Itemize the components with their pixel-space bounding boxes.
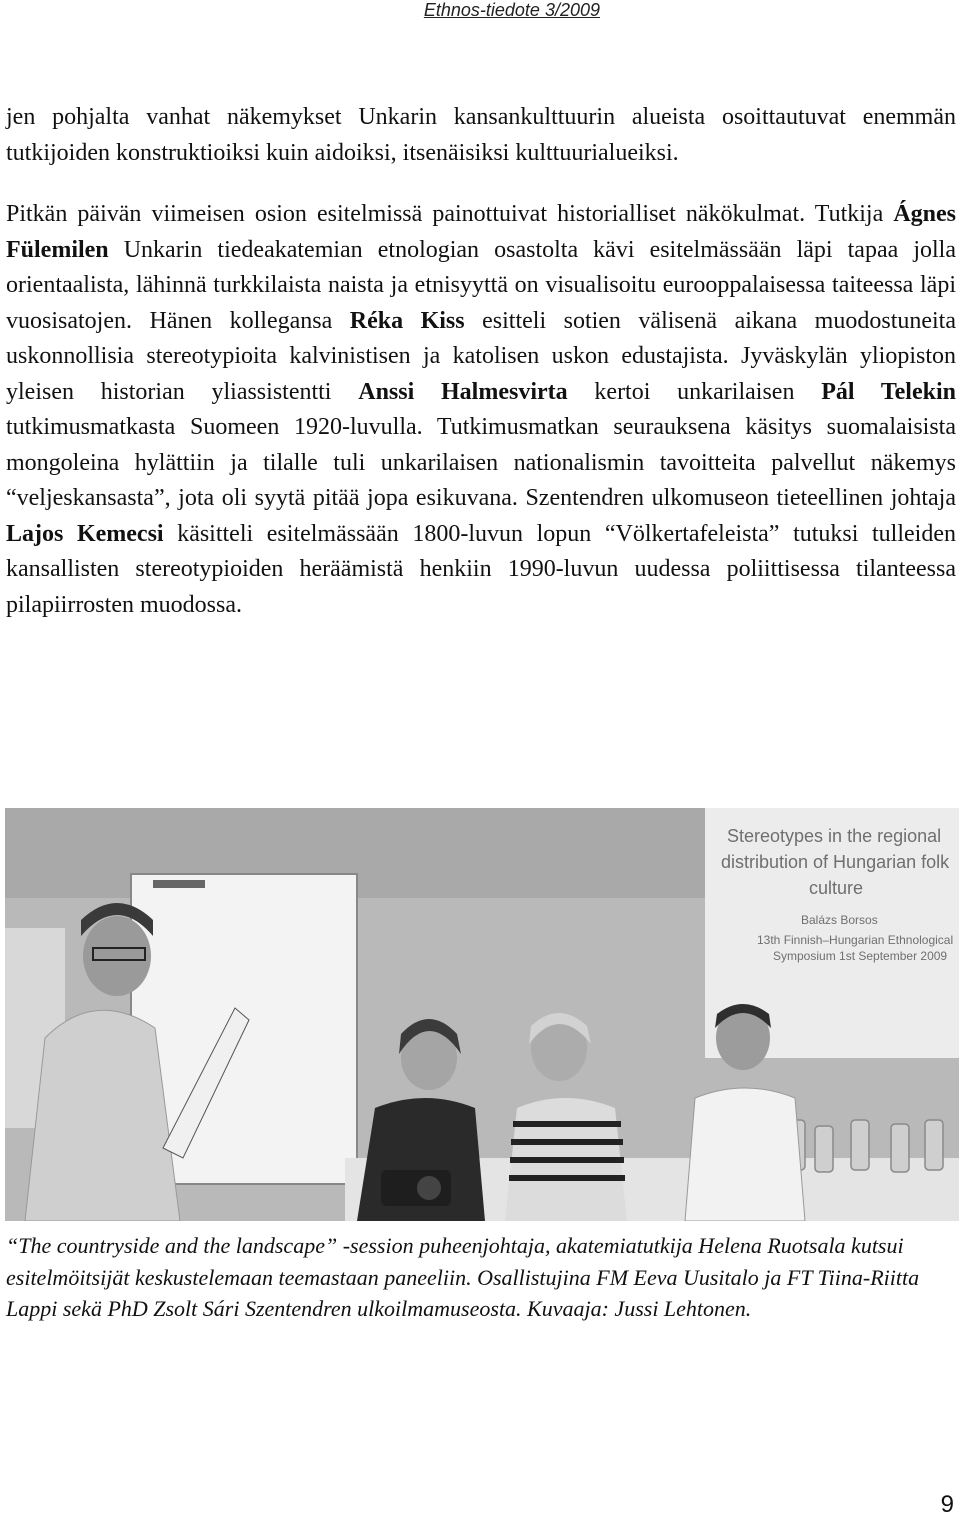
slide-title-line: distribution of Hungarian folk [721, 852, 950, 872]
text-span: käsitteli esitelmässään 1800-luvun lopun “Völkertafeleista” tutuksi tulleiden kansallisten stereotypioiden heräämistä henkiin 1990-luvun uudessa poliittisessa tilanteessa pilapiirrosten muodossa. [6, 520, 956, 618]
photo-illustration [5, 808, 959, 1221]
text-span: tutkimusmatkasta Suomeen 1920-luvulla. Tutkimusmatkan seurauksena käsitys suomalaisista mongoleina hylättiin ja tilalle tuli unkarilaisen nationalismin tavoitteita palvellut näkemys “veljeskansasta”, jota oli syytä pitää jopa esikuvana. Szentendren ulkomuseon tieteellinen johtaja [6, 414, 956, 511]
page-number: 9 [940, 1491, 954, 1518]
paragraph-intro: jen pohjalta vanhat näkemykset Unkarin kansankulttuurin alueista osoittautuvat enemmän tutkijoiden konstruktioiksi kuin aidoiksi, itsenäisiksi kulttuurialueiksi. [6, 104, 956, 166]
paragraph-history-session [6, 197, 956, 623]
text-span: Pitkän päivän viimeisen osion esitelmissä painottuivat historialliset näkökulmat. Tutkija [6, 201, 894, 227]
slide-event-line: Symposium 1st September 2009 [773, 949, 948, 963]
person-name: Pál Telekin [821, 378, 956, 405]
person-name: Lajos Kemecsi [6, 520, 164, 547]
text-span: Unkarin tiedeakatemian etnologian osastolta kävi esitelmässään läpi tapaa jolla orientaalista, lähinnä turkkilaista naista ja etnisyyttä on visualisoitu eurooppalaisessa taiteessa läpi vuosisatojen. Hänen kollegansa [6, 236, 956, 334]
slide-author: Balázs Borsos [801, 913, 878, 927]
slide-title-line: Stereotypes in the regional [727, 826, 942, 846]
slide-event-line: 13th Finnish–Hungarian Ethnological [757, 933, 954, 947]
slide-title-line: culture [809, 878, 864, 898]
panel-photo [5, 808, 959, 1221]
person-name: Anssi Halmesvirta [358, 378, 568, 405]
person-name: Réka Kiss [349, 307, 465, 334]
journal-header: Ethnos-tiedote 3/2009 [423, 0, 600, 20]
text-span: esitteli sotien välisenä aikana muodostuneita uskonnollisia stereotypioita kalvinistisen ja katolisen uskon edustajista. Jyväskylän yliopiston yleisen historian yliassistentti [6, 307, 957, 405]
person-name: Ágnes Fülemilen [6, 201, 956, 263]
photo-caption: “The countryside and the landscape” -session puheenjohtaja, akatemiatutkija Helena Ruotsala kutsui esitelmöitsijät keskustelemaan teemastaan paneeliin. Osallistujina FM Eeva Uusitalo ja FT Tiina-Riitta Lappi sekä PhD Zsolt Sári Szentendren ulkoilmamuseosta. Kuvaaja: Jussi Lehtonen. [6, 1233, 920, 1321]
text-span: kertoi unkarilaisen [567, 378, 822, 405]
